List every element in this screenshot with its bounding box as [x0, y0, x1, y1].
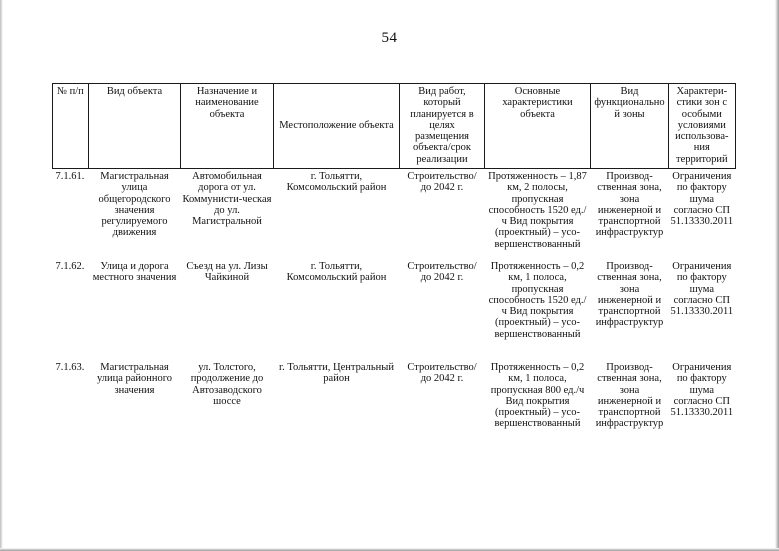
- row-specs: Протяженность – 0,2 км, 1 полоса, пропускная 800 ед./ч Вид покрытия (проектный) – усо-вершенствованный: [490, 362, 585, 430]
- row-works: Строительство/ до 2042 г.: [407, 362, 477, 385]
- row-number: 7.1.61.: [55, 171, 85, 182]
- row-number: 7.1.62.: [55, 261, 85, 272]
- table-row: [53, 259, 736, 360]
- header-works: Вид работ, который планируется в целях размещения объекта/срок реализации: [400, 84, 485, 169]
- row-purpose: Съезд на ул. Лизы Чайкиной: [186, 261, 268, 284]
- scan-edge-right: [775, 0, 779, 551]
- header-location: Местоположение объекта: [274, 84, 400, 169]
- row-zone: Производ-ственная зона, зона инженерной и транспортной инфраструктур: [595, 171, 664, 239]
- row-location: г. Тольятти, Комсомольский район: [286, 171, 387, 194]
- table-row: [53, 169, 736, 260]
- table-header-row: [53, 84, 736, 169]
- row-purpose: ул. Толстого, продолжение до Автозаводского шоссе: [190, 362, 264, 407]
- row-restrictions: Ограничения по фактору шума согласно СП 51.13330.2011: [670, 362, 734, 419]
- header-zone: Вид функционально й зоны: [591, 84, 669, 169]
- header-specs: Основные характеристики объекта: [485, 84, 591, 169]
- header-purpose: Назначение и наименование объекта: [181, 84, 274, 169]
- row-purpose: Автомобильная дорога от ул. Коммунисти-ческая до ул. Магистральной: [182, 171, 272, 228]
- row-object-type: Магистральная улица общегородского значения регулируемого движения: [98, 171, 171, 239]
- row-restrictions: Ограничения по фактору шума согласно СП 51.13330.2011: [670, 261, 734, 318]
- row-object-type: Улица и дорога местного значения: [92, 261, 177, 284]
- scan-edge-left: [0, 0, 3, 551]
- header-object-type: Вид объекта: [89, 84, 181, 169]
- header-restrictions: Характери-стики зон с особыми условиями использова-ния территорий: [669, 84, 736, 169]
- row-object-type: Магистральная улица районного значения: [96, 362, 173, 396]
- row-works: Строительство/ до 2042 г.: [407, 171, 477, 194]
- row-zone: Производ-ственная зона, зона инженерной и транспортной инфраструктур: [595, 261, 664, 329]
- table-row: [53, 360, 736, 454]
- row-works: Строительство/ до 2042 г.: [407, 261, 477, 284]
- row-location: г. Тольятти, Центральный район: [279, 362, 394, 385]
- row-specs: Протяженность – 0,2 км, 1 полоса, пропускная способность 1520 ед./ч Вид покрытия (проектный) – усо-вершенствованный: [488, 261, 587, 340]
- row-number: 7.1.63.: [55, 362, 85, 373]
- page-number: 54: [381, 30, 398, 46]
- row-specs: Протяженность – 1,87 км, 2 полосы, пропускная способность 1520 ед./ч Вид покрытия (проектный) – усо-вершенствованный: [488, 171, 587, 250]
- row-restrictions: Ограничения по фактору шума согласно СП 51.13330.2011: [670, 171, 734, 228]
- header-number: № п/п: [53, 84, 89, 169]
- row-zone: Производ-ственная зона, зона инженерной и транспортной инфраструктур: [595, 362, 664, 430]
- planning-table: [52, 83, 736, 454]
- row-location: г. Тольятти, Комсомольский район: [286, 261, 387, 284]
